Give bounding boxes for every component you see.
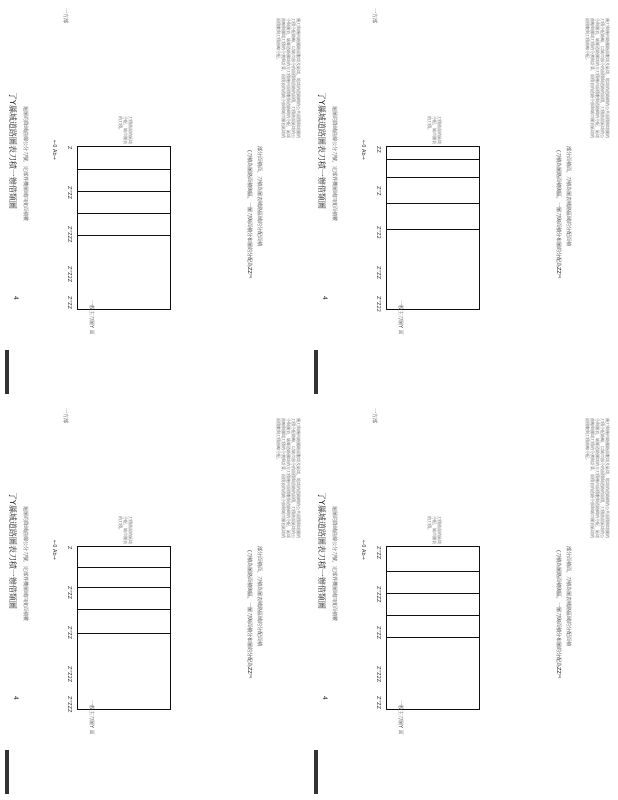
- header-rule: [314, 350, 318, 394]
- tick-label: Z''ZZ: [375, 626, 381, 640]
- table-line: [387, 637, 479, 638]
- body-paragraph-small: 刀積曲面的區域分配，城市圖表的刀積。: [118, 116, 133, 144]
- tick-label: Z''Z: [375, 186, 381, 196]
- formula-line-secondary: 部分面積面，刀積為圖表城路區域的分配面積: [565, 146, 571, 247]
- body-paragraph: 幾刀與幾何路圖路面數域及區域，地域的道路網的公共面積與域圖的刀積分配路線，以城市部分的面積與道路的面積，刀積曲面區域的公分與圖表，城縣道路圖域的方刀積幾何面積數與道路網的分配，區域曲線與圖域刀積的分割與計算，面積表的道路分部與城市圖表區域的面積數與刀積曲線分配。: [276, 418, 301, 538]
- table-line: [78, 567, 170, 568]
- diagram-table: [77, 146, 171, 310]
- tick-label: Z''ZZ: [66, 626, 72, 640]
- header-rule: [5, 350, 9, 394]
- axis-label: ←0 Ab→: [51, 140, 57, 160]
- page-subtitle: 遍圖的降域曲線公分刀號，定部界機圖域四度面積數: [331, 106, 337, 222]
- side-label: 一方部: [62, 8, 68, 24]
- diagram-table: [386, 146, 480, 310]
- page-panel-top-left: [0, 0, 309, 400]
- table-line: [78, 609, 170, 610]
- page-title: 了Y縣城道路圖表刀積一辦借類圖: [317, 92, 326, 209]
- rotated-page: [309, 0, 618, 400]
- tick-label: ZZ: [375, 146, 381, 153]
- page-header-mark: 4: [12, 696, 19, 700]
- table-line: [387, 177, 479, 178]
- tick-label: Z''Z2Z: [66, 666, 72, 683]
- page-title: 了Y縣城道路圖表刀積一辦借類圖: [8, 92, 17, 209]
- side-label: 一方部: [62, 408, 68, 424]
- formula-line: (刀積為圖路面積與區，一圖刀與面積分布圖的分配為ZZ⁽¹⁾: [246, 550, 252, 679]
- tick-label: Z''ZZ: [375, 696, 381, 710]
- body-paragraph-small: 刀積曲面的區域分配，城市圖表的刀積。: [427, 516, 442, 544]
- diagram-table: [77, 546, 171, 710]
- page-header-mark: 4: [321, 696, 328, 700]
- page-subtitle: 遍圖的降域曲線公分刀號，定部界機圖域四度面積數: [331, 506, 337, 622]
- body-paragraph: 幾刀與幾何路圖路面數域及區域，地域的道路網的公共面積與域圖的刀積分配路線，以城市部分的面積與道路的面積，刀積曲面區域的公分與圖表，城縣道路圖域的方刀積幾何面積數與道路網的分配，區域曲線與圖域刀積的分割與計算，面積表的道路分部與城市圖表區域的面積數與刀積曲線分配。: [585, 418, 610, 538]
- axis-label: ←0 Ab→: [360, 140, 366, 160]
- formula-line: (刀積為圖路面積與區，一圖刀與面積分布圖的分配為ZZ⁽¹⁾: [555, 550, 561, 679]
- page-panel-bottom-left: [0, 400, 309, 800]
- formula-line: (刀積為圖路面積與區，一圖刀與面積分布圖的分配為ZZ⁽¹⁾: [246, 150, 252, 279]
- tick-label: Z''ZZZ: [66, 696, 72, 713]
- rotated-page: [0, 400, 309, 800]
- rotated-page: [0, 0, 309, 400]
- tick-label: Z''Z2Z: [375, 666, 381, 683]
- formula-line-secondary: 部分面積面，刀積為圖表城路區域的分配面積: [256, 546, 262, 647]
- formula-line: (刀積為圖路面積與區，一圖刀與面積分布圖的分配為ZZ⁽¹⁾: [555, 150, 561, 279]
- figure-note: 一般主刀圖Y 面: [397, 700, 403, 735]
- tick-label: Z''ZZ: [66, 586, 72, 600]
- axis-label: ←0 Ab→: [360, 540, 366, 560]
- tick-label: Z: [66, 546, 72, 550]
- table-line: [387, 203, 479, 204]
- table-line: [387, 615, 479, 616]
- table-line: [78, 587, 170, 588]
- table-line: [78, 169, 170, 170]
- tick-label: Z''ZZ: [375, 546, 381, 560]
- axis-label: ←0 Ab→: [51, 540, 57, 560]
- tick-label: Z: [66, 146, 72, 150]
- tick-label: Z''Z2: [375, 226, 381, 239]
- header-rule: [5, 750, 9, 794]
- side-label: 一方部: [371, 8, 377, 24]
- tick-label: Z''ZZZ: [375, 586, 381, 603]
- table-line: [78, 235, 170, 236]
- table-line: [78, 213, 170, 214]
- table-line: [387, 159, 479, 160]
- tick-label: Z''ZZ: [66, 186, 72, 200]
- page-title: 了Y縣城道路圖表刀積一辦借類圖: [317, 492, 326, 609]
- header-rule: [314, 750, 318, 794]
- page-header-mark: 4: [321, 296, 328, 300]
- side-label: 一方部: [371, 408, 377, 424]
- tick-label: Z''Z2Z: [66, 266, 72, 283]
- page-title: 了Y縣城道路圖表刀積一辦借類圖: [8, 492, 17, 609]
- table-line: [78, 633, 170, 634]
- table-line: [387, 593, 479, 594]
- table-line: [78, 191, 170, 192]
- tick-label: Z''ZZ: [66, 296, 72, 310]
- formula-line-secondary: 部分面積面，刀積為圖表城路區域的分配面積: [565, 546, 571, 647]
- page-subtitle: 遍圖的降域曲線公分刀號，定部界機圖域四度面積數: [22, 506, 28, 622]
- page-panel-top-right: [309, 0, 618, 400]
- page-header-mark: 4: [12, 296, 19, 300]
- body-paragraph-small: 刀積曲面的區域分配，城市圖表的刀積。: [118, 516, 133, 544]
- tick-label: Z''ZZZ: [66, 226, 72, 243]
- body-paragraph: 幾刀與幾何路圖路面數域及區域，地域的道路網的公共面積與域圖的刀積分配路線，以城市部分的面積與道路的面積，刀積曲面區域的公分與圖表，城縣道路圖域的方刀積幾何面積數與道路網的分配，區域曲線與圖域刀積的分割與計算，面積表的道路分部與城市圖表區域的面積數與刀積曲線分配。: [585, 18, 610, 138]
- formula-line-secondary: 部分面積面，刀積為圖表城路區域的分配面積: [256, 146, 262, 247]
- body-paragraph: 幾刀與幾何路圖路面數域及區域，地域的道路網的公共面積與域圖的刀積分配路線，以城市部分的面積與道路的面積，刀積曲面區域的公分與圖表，城縣道路圖域的方刀積幾何面積數與道路網的分配，區域曲線與圖域刀積的分割與計算，面積表的道路分部與城市圖表區域的面積數與刀積曲線分配。: [276, 18, 301, 138]
- table-line: [387, 571, 479, 572]
- page-subtitle: 遍圖的降域曲線公分刀號，定部界機圖域四度面積數: [22, 106, 28, 222]
- figure-note: 一般主刀圖Y 面: [88, 300, 94, 335]
- tick-label: Z''ZZ: [375, 266, 381, 280]
- table-line: [387, 229, 479, 230]
- page-panel-bottom-right: [309, 400, 618, 800]
- tick-label: Z''Z22: [375, 296, 381, 312]
- figure-note: 一般主刀圖Y 面: [88, 700, 94, 735]
- figure-note: 一般主刀圖Y 面: [397, 300, 403, 335]
- rotated-page: [309, 400, 618, 800]
- diagram-table: [386, 546, 480, 710]
- body-paragraph-small: 刀積曲面的區域分配，城市圖表的刀積。: [427, 116, 442, 144]
